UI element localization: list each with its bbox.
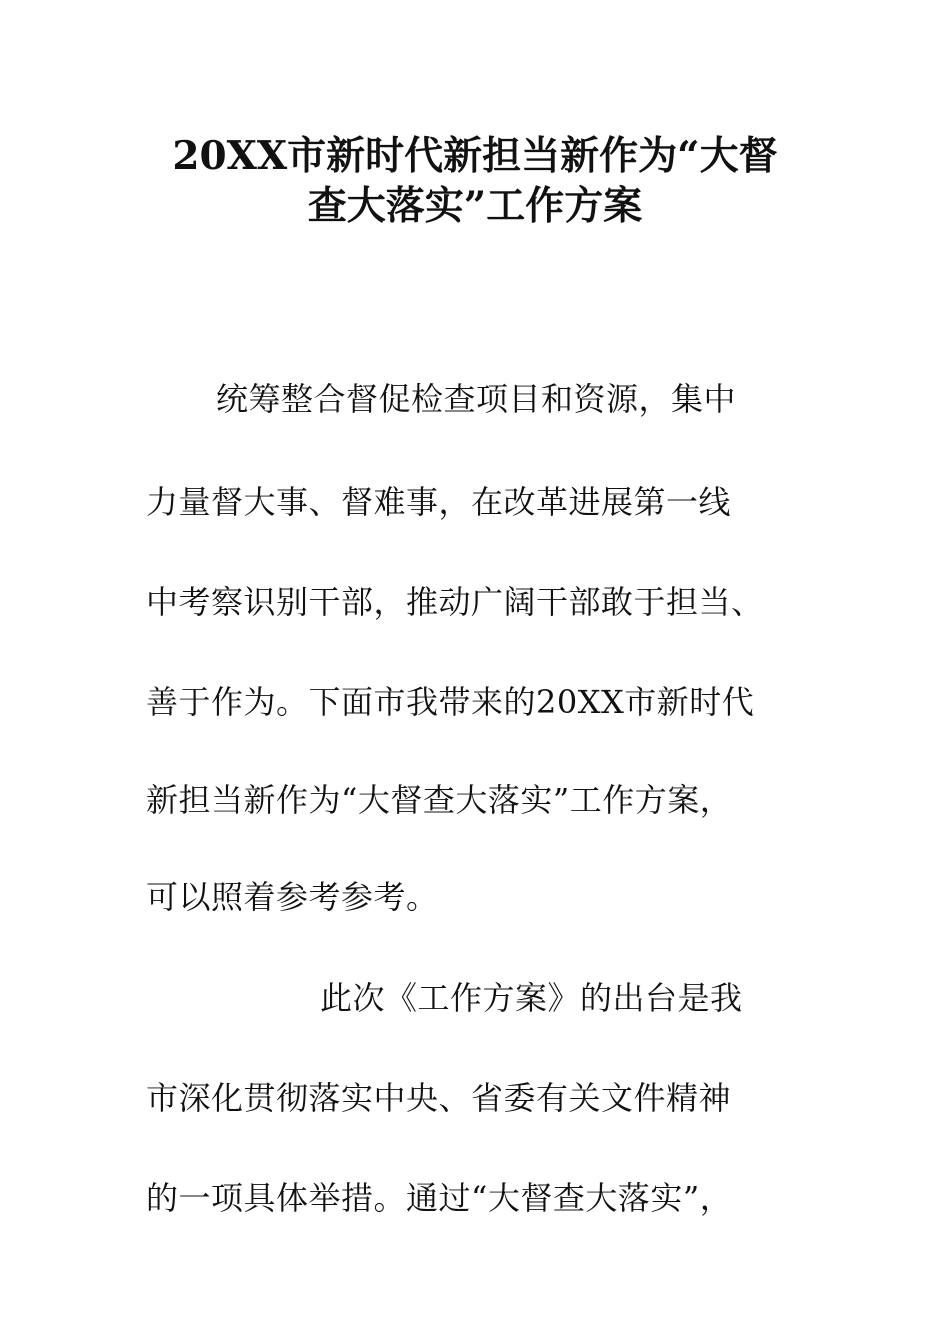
paragraph-2-line-3: 的一项具体举措。通过“大督查大落实”，: [146, 1179, 733, 1217]
paragraph-1-line-2: 力量督大事、督难事，在改革进展第一线: [146, 483, 732, 521]
paragraph-1-line-3: 中考察识别干部，推动广阔干部敢于担当、: [146, 583, 764, 621]
paragraph-2-line-1: 此次《工作方案》的出台是我: [320, 979, 743, 1017]
document-title-line-1: 20XX市新时代新担当新作为“大督: [172, 133, 778, 179]
paragraph-1-line-6: 可以照着参考参考。: [146, 878, 439, 916]
paragraph-2-line-2: 市深化贯彻落实中央、省委有关文件精神: [146, 1079, 732, 1117]
paragraph-1-line-4: 善于作为。下面市我带来的20XX市新时代: [146, 683, 755, 721]
paragraph-1-line-5: 新担当新作为“大督查大落实”工作方案，: [146, 781, 733, 819]
paragraph-1-line-1: 统筹整合督促检查项目和资源，集中: [216, 380, 737, 418]
document-title-line-2: 查大落实”工作方案: [307, 183, 643, 229]
